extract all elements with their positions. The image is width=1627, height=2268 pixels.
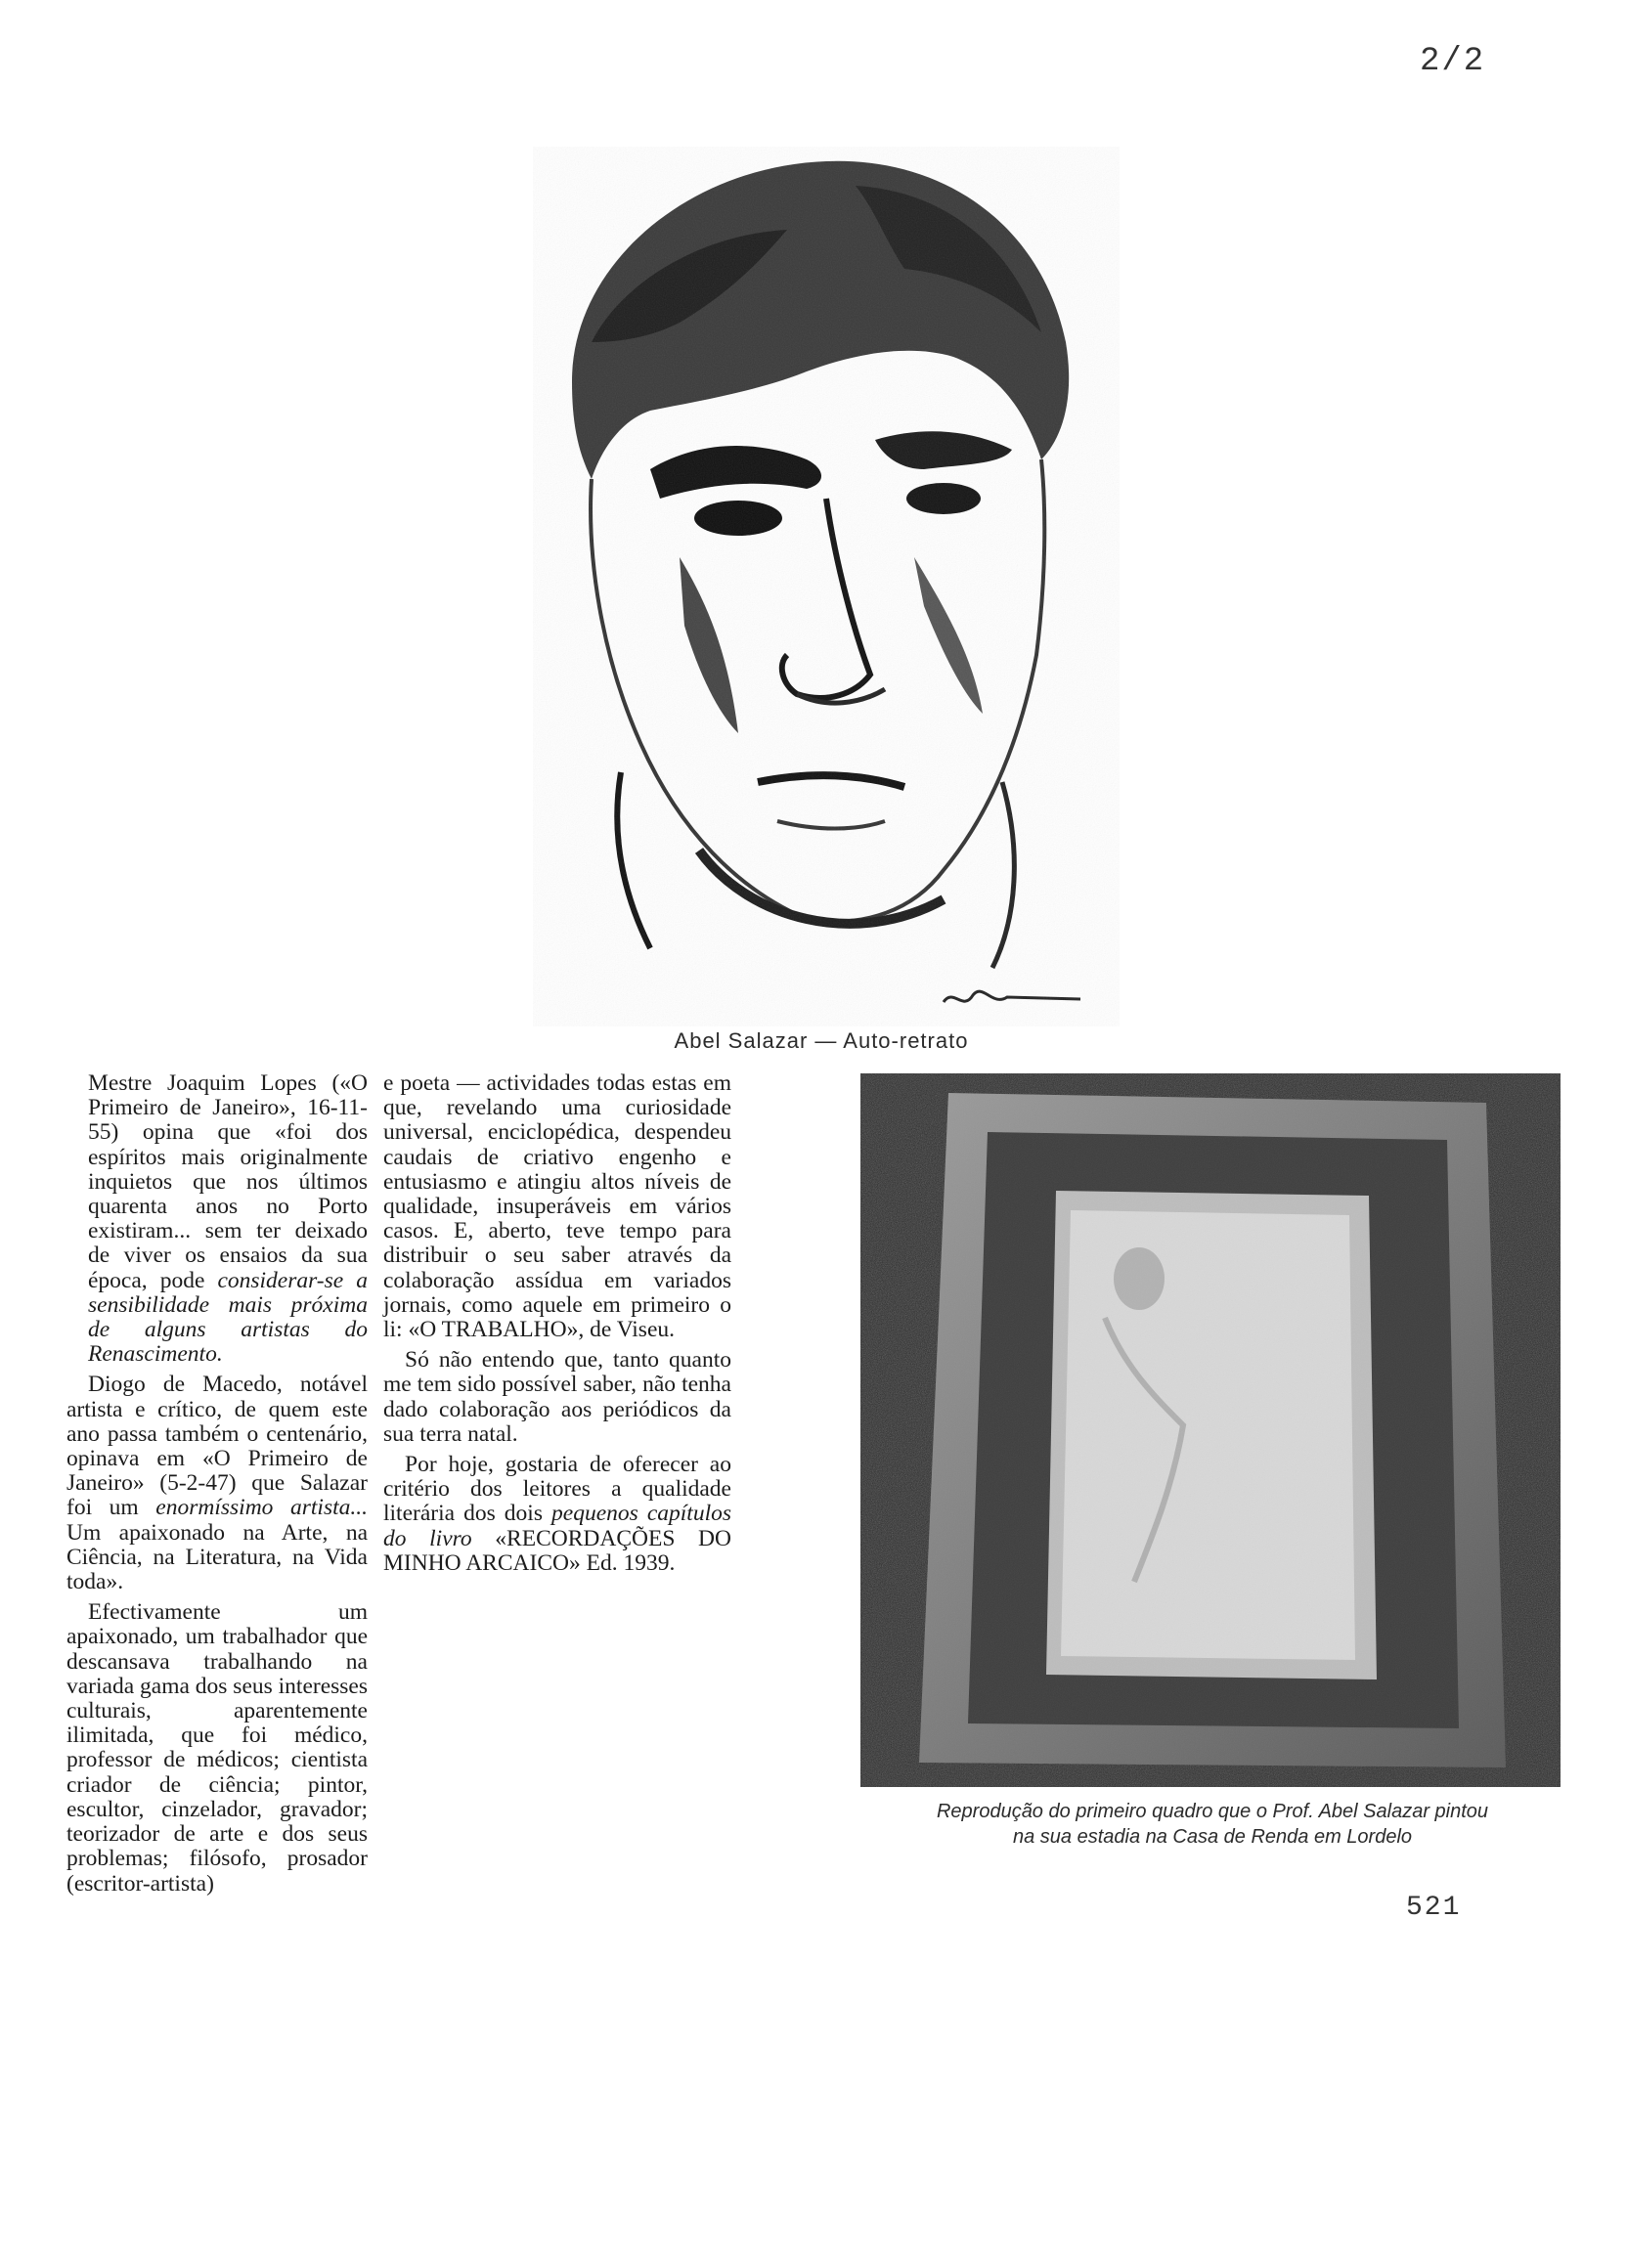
article-column-1 <box>66 1071 368 1897</box>
article-column-2 <box>383 1071 731 1576</box>
paragraph <box>66 1071 368 1367</box>
paragraph: e poeta — actividades todas estas em que, revelando uma curiosidade universal, enciclopédica, despendeu caudais de criativo engenho e entusiasmo e atingiu altos níveis de qualidade, insuperáveis em vários casos. E, aberto, teve tempo para distribuir o seu saber através da colaboração assídua em variados jornais, como aquele em primeiro o li: «O TRABALHO», de Viseu. <box>383 1070 731 1343</box>
text-run: Um apaixonado na Arte, na Ciência, na Literatura, na Vida toda». <box>66 1519 368 1595</box>
italic-text-run: considerar-se a sensibilidade mais próxima de alguns artistas do Renascimento. <box>88 1267 368 1368</box>
page-number-top: 2/2 <box>1420 43 1486 80</box>
text-run: «RECORDAÇÕES DO MINHO ARCAICO» Ed. 1939. <box>383 1525 731 1576</box>
photo-caption-line-2: na sua estadia na Casa de Renda em Lordelo <box>1012 1826 1413 1848</box>
italic-text-run: enormíssimo artista... <box>155 1495 368 1521</box>
self-portrait-sketch <box>533 147 1120 1026</box>
text-run: Mestre Joaquim Lopes («O Primeiro de Janeiro», 16-11-55) opina que «foi dos espíritos mais originalmente inquietos que nos últimos quarenta anos no Porto existiram... sem ter deixado de viver os ensaios da sua época, pode <box>88 1070 368 1293</box>
text-run: Por hoje, gostaria de oferecer ao critério dos leitores a qualidade literária dos dois <box>383 1452 731 1527</box>
paragraph <box>383 1453 731 1576</box>
text-run: Diogo de Macedo, notável artista e crítico, de quem este ano passa também o centenário, opinava em «O Primeiro de Janeiro» (5-2-47) que Salazar foi um <box>66 1372 368 1521</box>
photo-caption <box>841 1799 1584 1850</box>
page-number-bottom: 521 <box>1406 1893 1462 1923</box>
paragraph: Só não entendo que, tanto quanto me tem sido possível saber, não tenha dado colaboração aos periódicos da sua terra natal. <box>383 1347 731 1447</box>
italic-text-run: pequenos capítulos do livro <box>383 1501 731 1551</box>
framed-painting-photo <box>860 1073 1561 1787</box>
paragraph: Efectivamente um apaixonado, um trabalhador que descansava trabalhando na variada gama dos seus interesses culturais, aparentemente ilimitada, que foi médico, professor de médicos; cientista criador de ciência; pintor, escultor, cinzelador, gravador; teorizador de arte e dos seus problemas; filósofo, prosador (escritor-artista) <box>66 1599 369 1897</box>
paragraph <box>66 1373 368 1594</box>
photo-caption-line-1: Reprodução do primeiro quadro que o Prof. Abel Salazar pintou <box>936 1801 1489 1822</box>
portrait-caption: Abel Salazar — Auto-retrato <box>674 1028 969 1053</box>
